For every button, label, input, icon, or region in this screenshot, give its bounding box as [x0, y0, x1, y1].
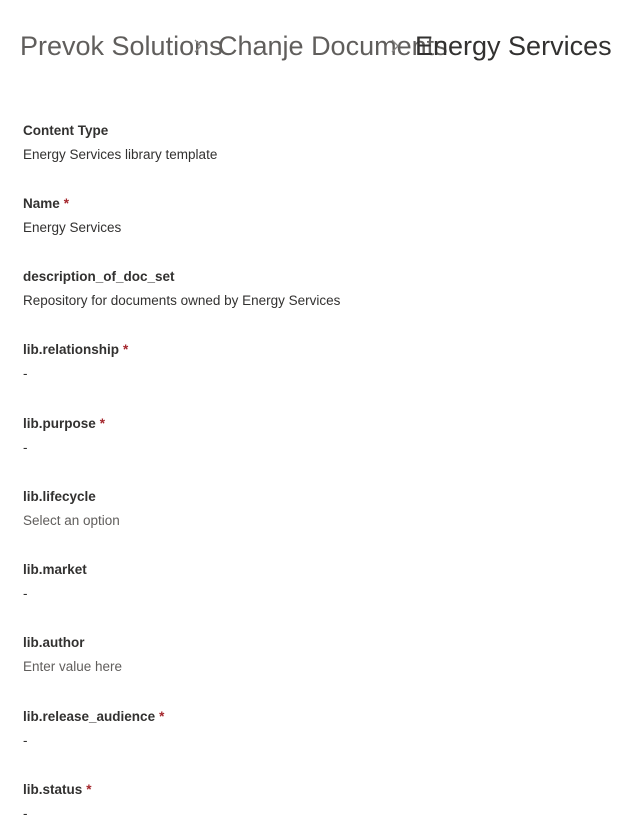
field-label: Content Type — [23, 123, 109, 138]
field-label: lib.release_audience * — [23, 707, 613, 727]
breadcrumb-item-current: Energy Services — [415, 31, 612, 61]
chevron-right-icon — [178, 26, 218, 66]
field-market — [23, 560, 613, 604]
required-indicator: * — [123, 342, 129, 357]
required-indicator: * — [86, 782, 92, 797]
field-status — [23, 780, 613, 824]
field-author — [23, 633, 613, 677]
field-purpose — [23, 414, 613, 458]
required-indicator: * — [159, 709, 165, 724]
field-label: Name * — [23, 194, 613, 214]
author-input[interactable]: Enter value here — [23, 659, 123, 674]
field-name — [23, 194, 613, 238]
status-field[interactable]: - — [23, 806, 28, 821]
field-label: lib.author — [23, 635, 85, 650]
field-label: lib.lifecycle — [23, 489, 96, 504]
field-label: description_of_doc_set — [23, 269, 175, 284]
description-field[interactable]: Repository for documents owned by Energy Services — [23, 293, 341, 308]
content-type-value: Energy Services library template — [23, 147, 218, 162]
breadcrumb-item-site[interactable]: Prevok Solutions — [20, 31, 223, 61]
required-indicator: * — [63, 196, 70, 211]
required-indicator: * — [99, 416, 106, 431]
field-content-type — [23, 121, 613, 165]
field-label: lib.relationship * — [23, 340, 613, 360]
breadcrumb-item-library[interactable]: Chanje Documents — [218, 31, 448, 61]
breadcrumb — [20, 26, 620, 66]
field-release-audience — [23, 707, 613, 751]
purpose-field[interactable]: - — [23, 440, 28, 455]
market-field[interactable]: - — [23, 586, 28, 601]
name-field[interactable]: Energy Services — [23, 220, 122, 235]
field-label: lib.status * — [23, 780, 613, 800]
field-lifecycle — [23, 487, 613, 531]
relationship-field[interactable]: - — [23, 366, 28, 381]
field-label: lib.market — [23, 562, 87, 577]
field-relationship — [23, 340, 613, 384]
chevron-right-icon — [375, 26, 415, 66]
release-audience-field[interactable]: - — [23, 733, 28, 748]
field-description — [23, 267, 613, 311]
field-label: lib.purpose * — [23, 414, 613, 434]
lifecycle-select[interactable]: Select an option — [23, 513, 120, 528]
